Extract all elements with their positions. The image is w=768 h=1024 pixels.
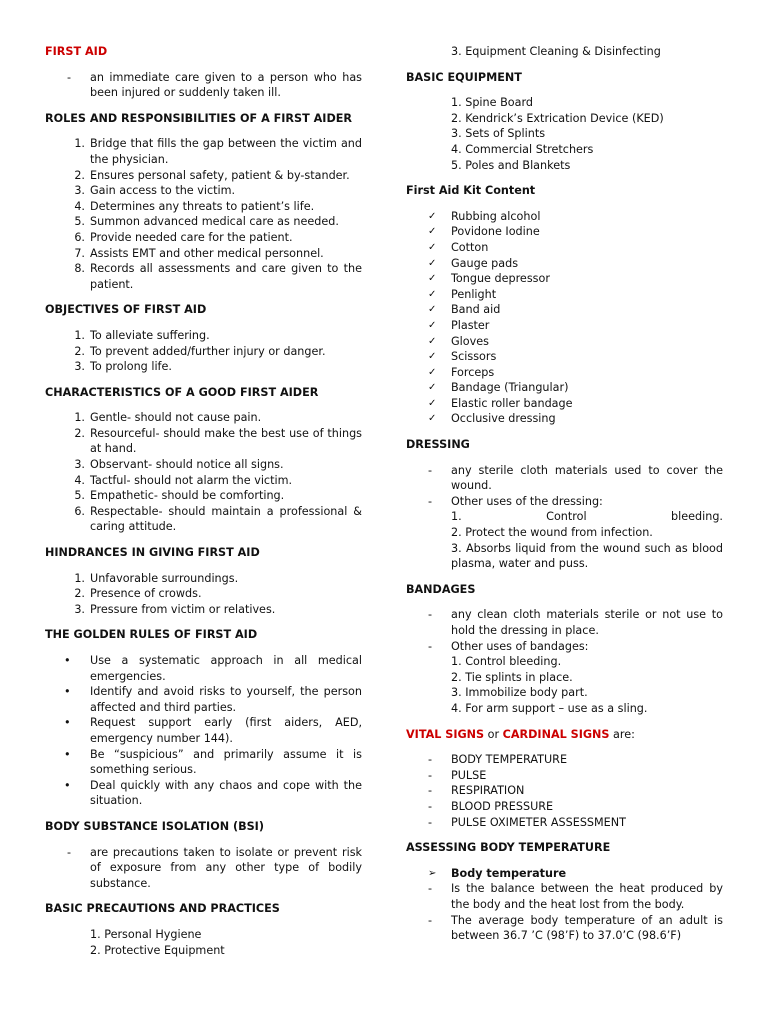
check-icon: ✓ [428,273,437,285]
check-icon: ✓ [428,413,437,425]
bsi-heading: BODY SUBSTANCE ISOLATION (BSI) [45,819,264,833]
bullet-icon: • [64,747,71,761]
list-item: 2. To prevent added/further injury or danger. [74,344,326,358]
list-item: ✓ Forceps [428,365,495,379]
dressing-use-1: 1. Control bleeding. [451,510,723,524]
list-item: 3. Pressure from victim or relatives. [74,602,276,616]
first-aid-definition-list [45,70,362,101]
list-item: 4. Commercial Stretchers [451,142,594,156]
list-item: ✓ Povidone Iodine [428,225,540,239]
first-aid-heading: FIRST AID [45,45,108,58]
kit-heading: First Aid Kit Content [406,184,536,198]
dash-marker: - [428,768,433,782]
bsi-definition-list [45,845,362,892]
dressing-list [406,463,723,572]
bandage-use: 4. For arm support – use as a sling. [451,701,648,715]
dash-marker: - [428,799,433,813]
dressing-definition: - any sterile cloth materials used to cover the wound. [428,463,723,493]
list-item: - RESPIRATION [428,784,525,798]
bandages-list [406,607,723,716]
list-item: 7. Assists EMT and other medical personnel. [74,246,324,260]
list-item: 1. Personal Hygiene [90,927,202,941]
list-item: ✓ Cotton [428,240,489,254]
list-item: 8. Records all assessments and care given to the patient. [74,262,362,291]
list-item: 3. Sets of Splints [451,127,546,141]
hindrances-list [45,571,362,618]
list-item: 6. Provide needed care for the patient. [74,230,293,244]
list-item: 1. Gentle- should not cause pain. [74,411,262,425]
check-icon: ✓ [428,397,437,409]
list-item: 2. Ensures personal safety, patient & by-stander. [74,168,350,182]
list-item: - BLOOD PRESSURE [428,799,554,813]
dash-marker: - [428,639,433,653]
check-icon: ✓ [428,382,437,394]
list-item: • Deal quickly with any chaos and cope with the situation. [64,778,362,808]
list-item: ✓ Plaster [428,318,490,332]
list-item: ✓ Occlusive dressing [428,412,556,426]
list-item: 4. Determines any threats to patient’s life. [74,199,315,213]
check-icon: ✓ [428,366,437,378]
list-item: - PULSE OXIMETER ASSESSMENT [428,815,626,829]
dressing-use-3: 3. Absorbs liquid from the wound such as blood plasma, water and puss. [451,541,723,571]
list-item: • Request support early (first aiders, AED, emergency number 144). [64,716,362,745]
dash-marker: - [428,463,433,477]
list-item: ✓ Scissors [428,350,497,364]
list-item: 5. Empathetic- should be comforting. [74,489,285,503]
check-icon: ✓ [428,288,437,300]
roles-heading: ROLES AND RESPONSIBILITIES OF A FIRST AIDER [45,111,352,125]
bullet-icon: • [64,685,71,699]
check-icon: ✓ [428,210,437,222]
check-icon: ✓ [428,319,437,331]
list-item: ✓ Penlight [428,287,497,301]
list-item: ✓ Gauge pads [428,256,519,270]
bandages-heading: BANDAGES [406,582,476,596]
precautions-list [45,927,362,958]
bullet-icon: • [64,778,71,792]
list-item: 2. Protective Equipment [90,943,225,957]
hindrances-heading: HINDRANCES IN GIVING FIRST AID [45,546,260,560]
list-item: 2. Kendrick’s Extrication Device (KED) [451,111,664,125]
list-item: 3. To prolong life. [74,360,172,374]
check-icon: ✓ [428,257,437,269]
list-item: 3. Observant- should notice all signs. [74,458,284,472]
list-item: 5. Summon advanced medical care as needed. [74,215,339,229]
check-icon: ✓ [428,304,437,316]
dash-marker: - [428,815,433,829]
list-item: - Is the balance between the heat produced by the body and the heat lost from the body. [428,882,723,911]
vital-signs-list [406,752,723,830]
vital-signs-heading: VITAL SIGNS or CARDINAL SIGNS are: [406,727,635,741]
dash-marker: - [428,784,433,798]
kit-list [406,209,723,427]
dash-marker: - [67,845,72,859]
check-icon: ✓ [428,335,437,347]
bandage-use: 2. Tie splints in place. [451,670,573,684]
dressing-heading: DRESSING [406,438,470,452]
assessing-heading: ASSESSING BODY TEMPERATURE [406,841,611,855]
dash-marker: - [428,882,433,896]
list-item: 1. Spine Board [451,96,533,110]
list-item: 3. Equipment Cleaning & Disinfecting [451,45,661,58]
list-item: 1. Bridge that fills the gap between the victim and the physician. [74,137,362,166]
list-item: 4. Tactful- should not alarm the victim. [74,473,293,487]
list-item: ✓ Rubbing alcohol [428,209,541,223]
basic-equipment-heading: BASIC EQUIPMENT [406,70,522,84]
golden-rules-heading: THE GOLDEN RULES OF FIRST AID [45,628,258,642]
body-temperature-subheading: ➢ Body temperature [428,866,567,880]
bsi-definition: - are precautions taken to isolate or prevent risk of exposure from any other type of bodily substance. [67,845,362,890]
list-item: 1. To alleviate suffering. [74,328,210,342]
list-item: 6. Respectable- should maintain a professional & caring attitude. [74,504,362,534]
list-item: • Identify and avoid risks to yourself, the person affected and third parties. [64,685,362,714]
bandages-other-uses: - Other uses of bandages: 1. Control bleeding. 2. Tie splints in place. 3. Immobilize body part. 4. For arm support – use as a sling. [406,639,723,717]
check-icon: ✓ [428,241,437,253]
roles-list [45,136,362,292]
right-column [406,44,723,954]
assessing-list [406,866,723,944]
characteristics-heading: CHARACTERISTICS OF A GOOD FIRST AIDER [45,385,319,399]
bandage-use: 1. Control bleeding. [451,655,562,669]
bullet-icon: • [64,654,71,667]
list-item: 5. Poles and Blankets [451,158,571,172]
objectives-list [45,328,362,375]
list-item: 2. Resourceful- should make the best use of things at hand. [74,426,362,456]
check-icon: ✓ [428,351,437,363]
list-item: ✓ Band aid [428,303,501,317]
list-item: 2. Presence of crowds. [74,587,202,601]
bandages-definition: - any clean cloth materials sterile or not use to hold the dressing in place. [428,608,723,637]
list-item: ✓ Elastic roller bandage [428,396,573,410]
list-item: 3. Gain access to the victim. [74,184,236,198]
list-item: - PULSE [428,768,487,782]
list-item: ✓ Tongue depressor [428,272,550,286]
bandage-use: 3. Immobilize body part. [451,686,588,700]
precautions-heading: BASIC PRECAUTIONS AND PRACTICES [45,902,280,916]
arrow-bullet-icon: ➢ [428,867,437,879]
left-column [45,44,362,968]
list-item: 1. Unfavorable surroundings. [74,571,239,585]
dash-marker: - [428,494,433,508]
first-aid-definition: - an immediate care given to a person who has been injured or suddenly taken ill. [67,70,362,100]
golden-rules-list [45,653,362,809]
bullet-icon: • [64,716,71,730]
list-item: ✓ Bandage (Triangular) [428,381,569,395]
list-item: • Be “suspicious” and primarily assume it is something serious. [64,747,362,777]
objectives-heading: OBJECTIVES OF FIRST AID [45,303,207,317]
dressing-other-uses: - Other uses of the dressing: 1. Control bleeding. 2. Protect the wound from infection. 3. Absorbs liquid from the wound such as blood plasma, water and puss. [428,494,723,571]
dash-marker: - [428,608,433,622]
list-item: - BODY TEMPERATURE [428,753,568,767]
check-icon: ✓ [428,226,437,238]
list-item: ✓ Gloves [428,334,489,348]
basic-equipment-list [406,95,723,173]
dash-marker: - [428,753,433,767]
list-item: • Use a systematic approach in all medical emergencies. [64,654,362,683]
dressing-use-2: 2. Protect the wound from infection. [451,526,653,540]
dash-marker: - [428,913,433,927]
dash-marker: - [67,70,72,84]
list-item: - The average body temperature of an adult is between 36.7 ’C (98’F) to 37.0’C (98.6’F) [428,913,723,943]
characteristics-list [45,410,362,535]
precautions-list-continued [406,44,723,60]
